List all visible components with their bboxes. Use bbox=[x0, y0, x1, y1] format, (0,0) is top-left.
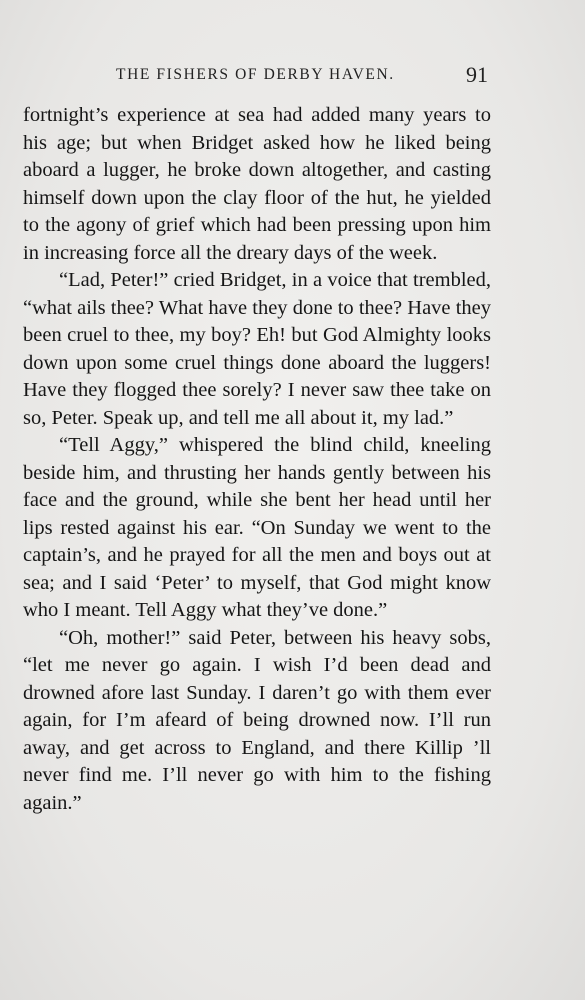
paragraph-peter-speech: “Oh, mother!” said Peter, between his heavy sobs, “let me never go again. I wish I’d been dead and drowned afore last Sunday. I daren’t go with them ever again, for I’m afeard of being drowned now. I’ll run away, and get across to England, and there Killip ’ll never find me. I’ll never go with him to the fishing again.” bbox=[23, 626, 491, 814]
page-number: 91 bbox=[466, 62, 488, 87]
running-head bbox=[116, 62, 488, 90]
body-text bbox=[23, 102, 491, 817]
paragraph-continued: fortnight’s experience at sea had added many years to his age; but when Bridget asked how he liked being aboard a lugger, he broke down altogether, and casting himself down upon the clay floor of the hut, he yielded to the agony of grief which had been pressing upon him in increasing force all the dreary days of the week. bbox=[23, 104, 491, 264]
paragraph-aggy-speech: “Tell Aggy,” whispered the blind child, kneeling beside him, and thrusting her hands gently between his face and the ground, while she bent her head until her lips rested against his ear. “On Sunday we went to the captain’s, and he prayed for all the men and boys out at sea; and I said ‘Peter’ to myself, that God might know who I meant. Tell Aggy what they’ve done.” bbox=[23, 434, 491, 621]
paragraph-bridget-speech: “Lad, Peter!” cried Bridget, in a voice that trembled, “what ails thee? What have they done to thee? Have they been cruel to thee, my boy? Eh! but God Almighty looks down upon some cruel things done aboard the luggers! Have they flogged thee sorely? I never saw thee take on so, Peter. Speak up, and tell me all about it, my lad.” bbox=[23, 269, 491, 429]
running-title: THE FISHERS OF DERBY HAVEN. bbox=[116, 66, 395, 83]
